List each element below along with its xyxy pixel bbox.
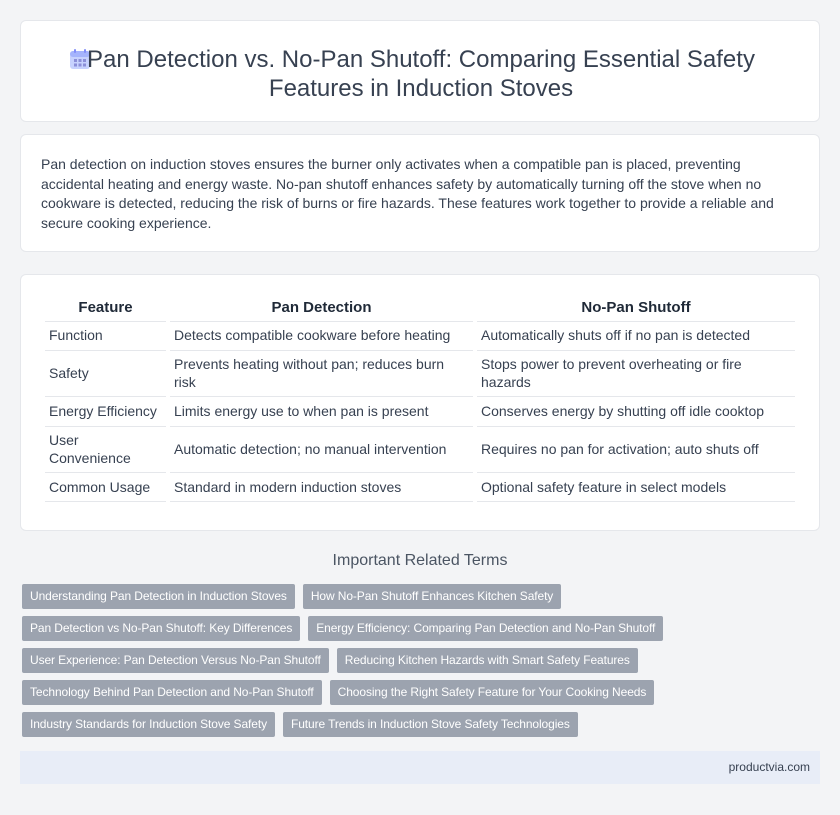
- page-title-line1: Pan Detection vs. No-Pan Shutoff: Comparing Essential Safety: [87, 46, 755, 73]
- table-cell: Common Usage: [45, 472, 166, 502]
- comparison-table: [41, 293, 799, 504]
- table-cell: User Convenience: [45, 426, 166, 470]
- related-term-link[interactable]: Industry Standards for Induction Stove Safety: [22, 712, 275, 737]
- header-no-pan-shutoff: No-Pan Shutoff: [581, 299, 691, 316]
- table-cell: Automatically shuts off if no pan is detected: [477, 321, 795, 348]
- footer: [20, 751, 820, 784]
- header-feature: Feature: [78, 299, 133, 316]
- table-cell: Automatic detection; no manual intervention: [170, 426, 473, 470]
- header-pan-detection: Pan Detection: [271, 299, 372, 316]
- title-card: [20, 20, 820, 122]
- related-term-link[interactable]: Energy Efficiency: Comparing Pan Detection and No-Pan Shutoff: [308, 616, 663, 641]
- chip-row: [22, 584, 822, 616]
- related-term-link[interactable]: Future Trends in Induction Stove Safety Technologies: [283, 712, 578, 737]
- table-row: [45, 426, 795, 470]
- table-cell: Energy Efficiency: [45, 396, 166, 424]
- page-title: [21, 45, 821, 103]
- table-row: [45, 321, 795, 348]
- table-row: [45, 396, 795, 424]
- table-cell: Prevents heating without pan; reduces burn risk: [170, 350, 473, 394]
- table-cell: Safety: [45, 350, 166, 394]
- table-cell: Requires no pan for activation; auto shuts off: [477, 426, 795, 470]
- related-term-link[interactable]: Technology Behind Pan Detection and No-Pan Shutoff: [22, 680, 322, 705]
- table-cell: Function: [45, 321, 166, 348]
- chip-row: [22, 648, 822, 680]
- chip-row: [22, 680, 822, 712]
- table-row: [45, 350, 795, 394]
- intro-card: [20, 134, 820, 252]
- table-header-row: [45, 295, 795, 319]
- related-terms-list: [22, 584, 822, 744]
- table-cell: Detects compatible cookware before heating: [170, 321, 473, 348]
- comparison-table-card: [20, 274, 820, 531]
- related-term-link[interactable]: Reducing Kitchen Hazards with Smart Safety Features: [337, 648, 638, 673]
- intro-paragraph: Pan detection on induction stoves ensures the burner only activates when a compatible pan is placed, preventing accidental heating and energy waste. No-pan shutoff enhances safety by automatically turning off the stove when no cookware is detected, reducing the risk of burns or fire hazards. These features work together to provide a reliable and secure cooking experience.: [41, 156, 774, 231]
- related-terms-title: Important Related Terms: [332, 552, 508, 569]
- table-cell: Standard in modern induction stoves: [170, 472, 473, 502]
- chip-row: [22, 712, 822, 744]
- table-row: [45, 472, 795, 502]
- related-term-link[interactable]: Pan Detection vs No-Pan Shutoff: Key Differences: [22, 616, 300, 641]
- chip-row: [22, 616, 822, 648]
- related-term-link[interactable]: User Experience: Pan Detection Versus No-Pan Shutoff: [22, 648, 329, 673]
- related-term-link[interactable]: How No-Pan Shutoff Enhances Kitchen Safety: [303, 584, 561, 609]
- footer-site-link[interactable]: productvia.com: [728, 760, 810, 774]
- table-cell: Optional safety feature in select models: [477, 472, 795, 502]
- table-cell: Stops power to prevent overheating or fire hazards: [477, 350, 795, 394]
- table-cell: Conserves energy by shutting off idle cooktop: [477, 396, 795, 424]
- page-title-line2: Features in Induction Stoves: [268, 75, 574, 102]
- related-term-link[interactable]: Choosing the Right Safety Feature for Your Cooking Needs: [330, 680, 655, 705]
- table-cell: Limits energy use to when pan is present: [170, 396, 473, 424]
- related-term-link[interactable]: Understanding Pan Detection in Induction Stoves: [22, 584, 295, 609]
